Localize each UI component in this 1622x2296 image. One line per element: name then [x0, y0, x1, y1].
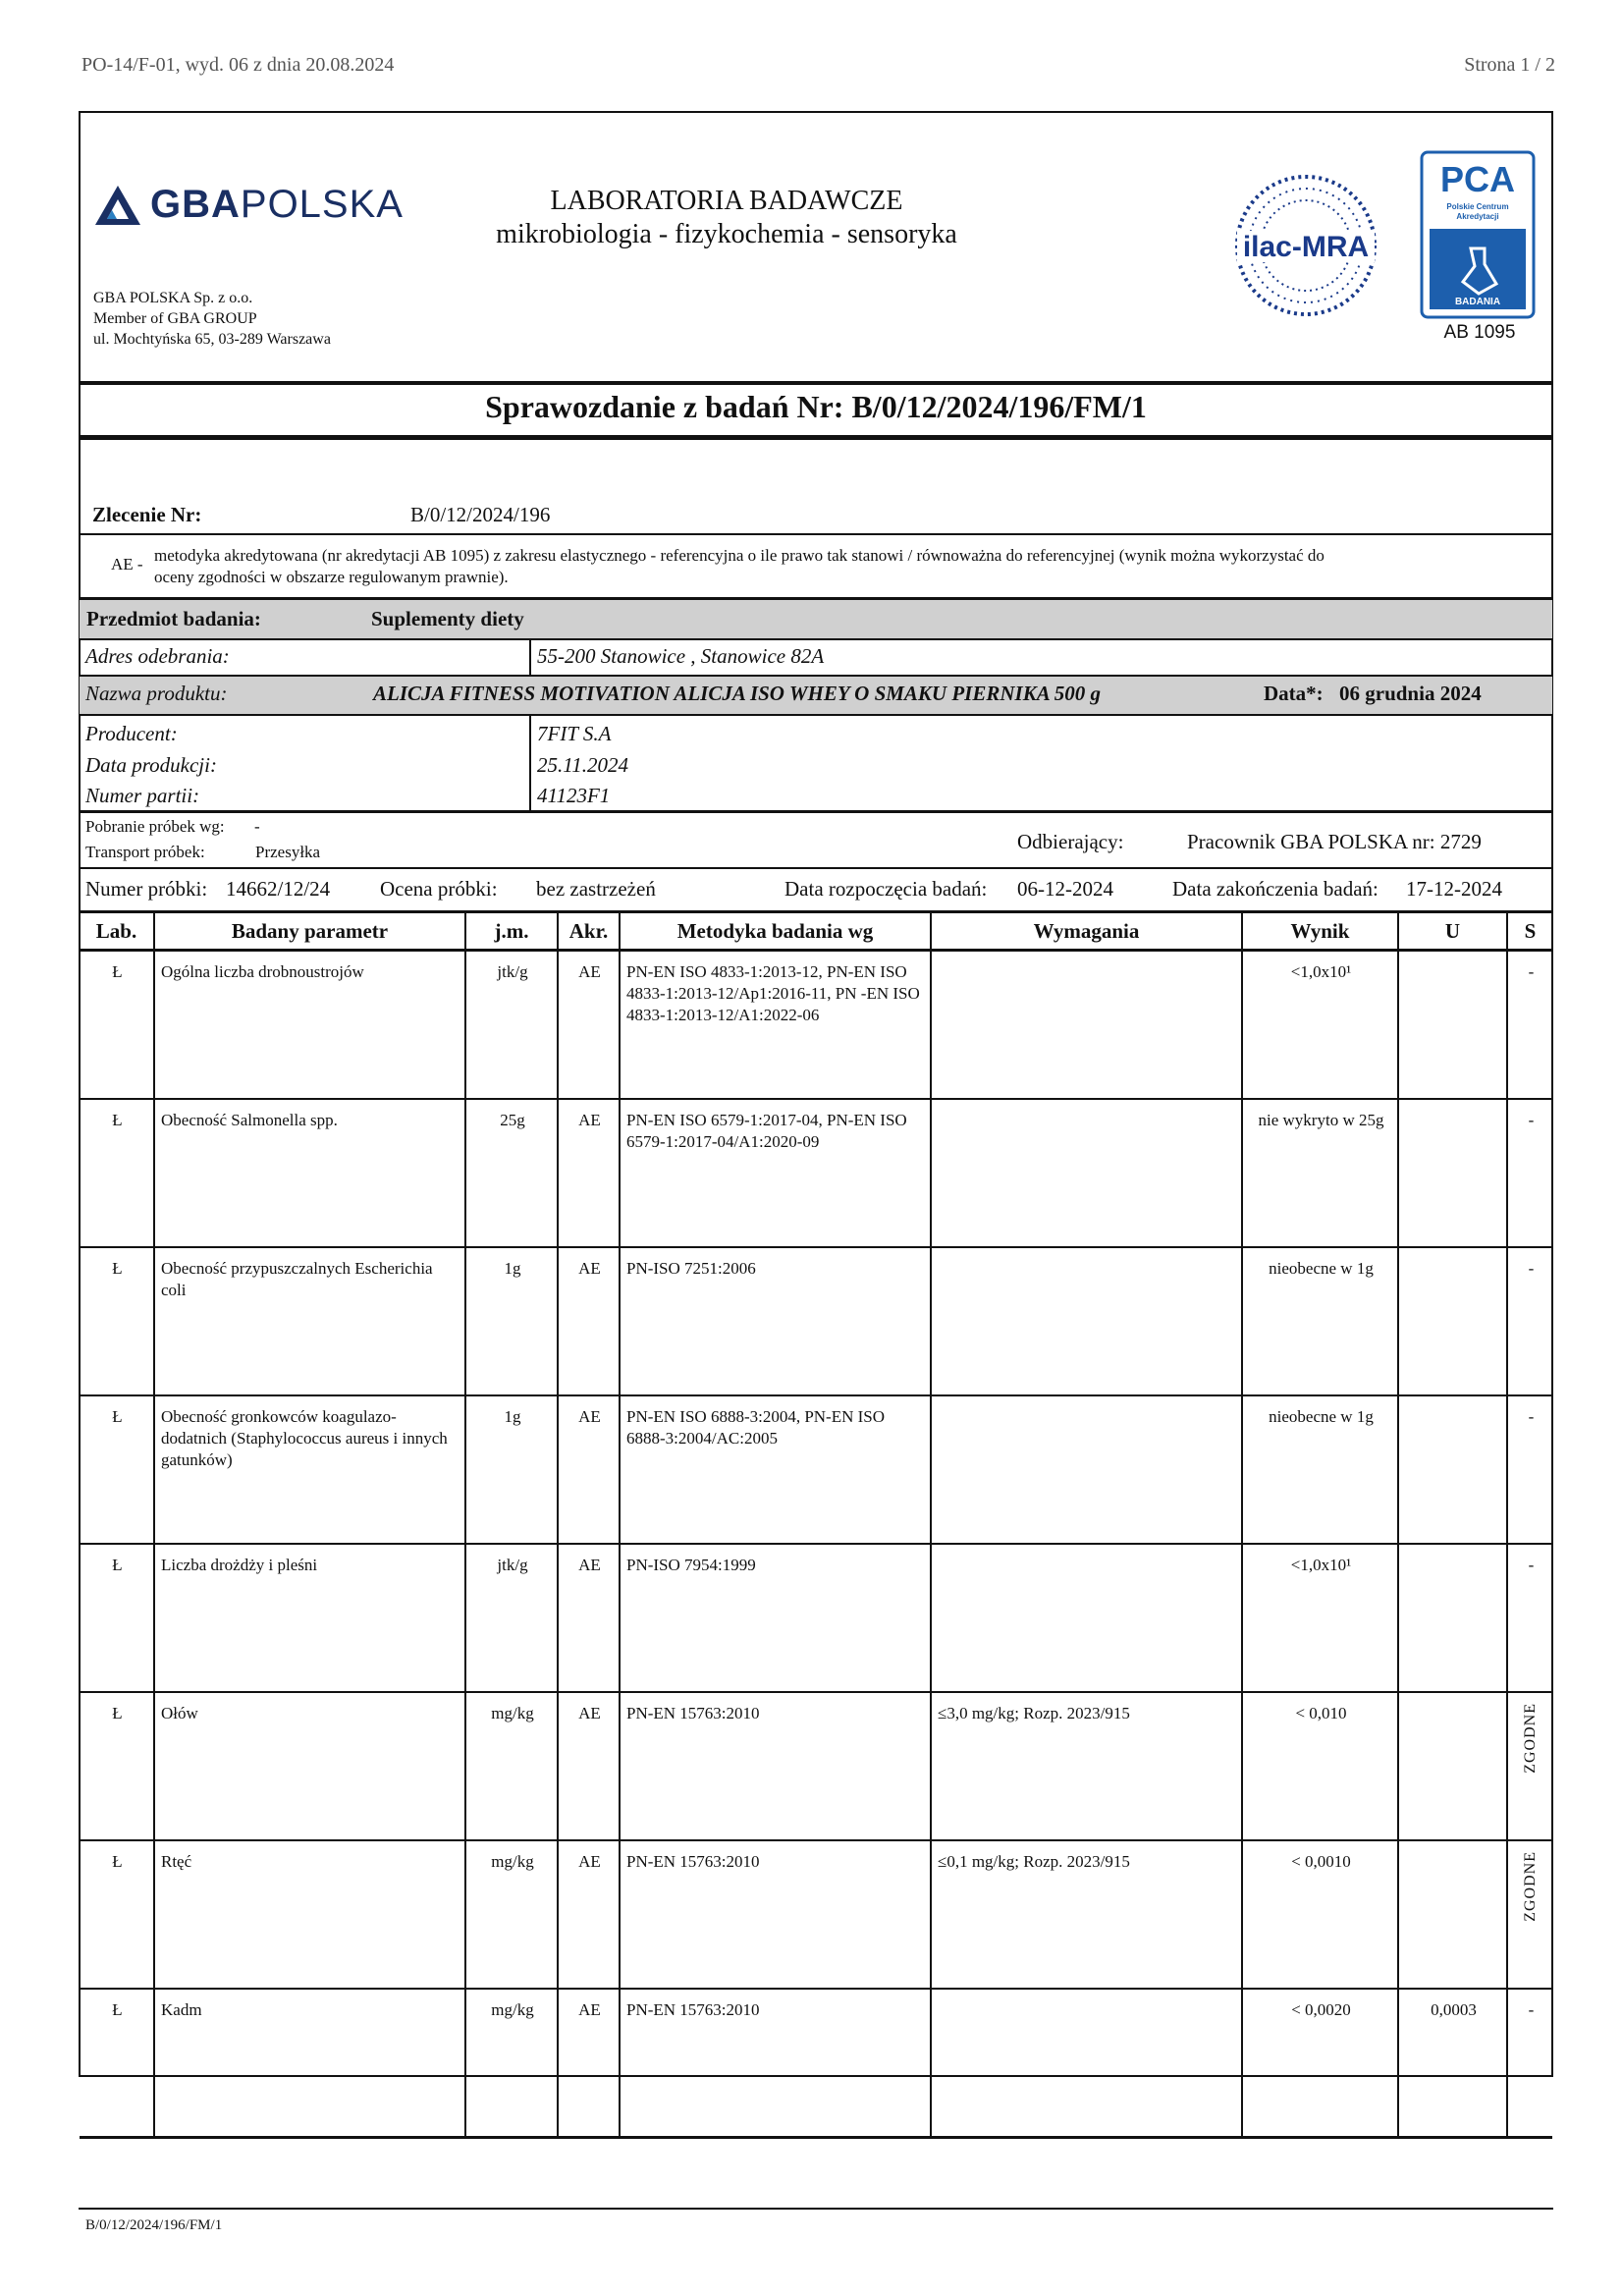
- cell-accreditation: AE: [558, 951, 620, 1100]
- pickup-label: Adres odebrania:: [85, 644, 230, 668]
- cell-requirements: [931, 1247, 1242, 1395]
- product-date: 06 grudnia 2024: [1339, 682, 1482, 705]
- svg-text:ilac-MRA: ilac-MRA: [1242, 231, 1370, 263]
- product-label: Nazwa produktu:: [85, 682, 228, 705]
- col-header-requirements: Wymagania: [931, 913, 1242, 951]
- cell-method: PN-EN ISO 4833-1:2013-12, PN-EN ISO 4833-1:2013-12/Ap1:2016-11, PN -EN ISO 4833-1:2013-12/A1:2022-06: [620, 951, 931, 1100]
- gba-logo: [93, 183, 404, 227]
- col-header-parameter: Badany parametr: [154, 913, 465, 951]
- cell-lab: Ł: [80, 1692, 154, 1840]
- cell-accreditation: AE: [558, 1692, 620, 1840]
- cell-result: <1,0x10¹: [1242, 1544, 1398, 1692]
- cell-uncertainty: [1398, 1692, 1507, 1840]
- gba-triangle-icon: [93, 184, 142, 227]
- cell-compliance: -: [1507, 1247, 1552, 1395]
- cell-uncertainty: 0,0003: [1398, 1989, 1507, 2138]
- cell-parameter: Obecność Salmonella spp.: [154, 1099, 465, 1247]
- lab-title-block: [412, 185, 1041, 251]
- batch-number: 41123F1: [537, 784, 611, 807]
- cell-method: PN-EN 15763:2010: [620, 1840, 931, 1989]
- cell-accreditation: AE: [558, 1840, 620, 1989]
- table-row: [80, 951, 1552, 1100]
- cell-lab: Ł: [80, 951, 154, 1100]
- sampling-label: Pobranie próbek wg:: [85, 817, 225, 836]
- subject-value: Suplementy diety: [371, 607, 524, 630]
- cell-uncertainty: [1398, 1395, 1507, 1544]
- cell-parameter: Ołów: [154, 1692, 465, 1840]
- pca-logo-icon: [1420, 150, 1536, 319]
- cell-result: nie wykryto w 25g: [1242, 1099, 1398, 1247]
- cell-accreditation: AE: [558, 1395, 620, 1544]
- sample-number-label: Numer próbki:: [85, 877, 208, 901]
- cell-uncertainty: [1398, 1544, 1507, 1692]
- col-header-uncertainty: U: [1398, 913, 1507, 951]
- sample-assessment-label: Ocena próbki:: [380, 877, 498, 901]
- ilac-mra-icon: [1232, 172, 1379, 319]
- cell-accreditation: AE: [558, 1544, 620, 1692]
- cell-method: PN-ISO 7251:2006: [620, 1247, 931, 1395]
- cell-method: PN-ISO 7954:1999: [620, 1544, 931, 1692]
- cell-requirements: ≤3,0 mg/kg; Rozp. 2023/915: [931, 1692, 1242, 1840]
- ae-note: metodyka akredytowana (nr akredytacji AB 1095) z zakresu elastycznego - referencyjna o ile prawo tak stanowi / równoważna do referencyjnej (wynik można wykorzystać do oceny zgodności w obszarze regulowanym prawnie).: [154, 546, 1325, 586]
- cell-result: < 0,010: [1242, 1692, 1398, 1840]
- pickup-address: 55-200 Stanowice , Stanowice 82A: [537, 644, 825, 668]
- form-code: PO-14/F-01, wyd. 06 z dnia 20.08.2024: [81, 54, 395, 76]
- report-title: Sprawozdanie z badań Nr: B/0/12/2024/196/FM/1: [485, 389, 1147, 424]
- cell-result: < 0,0010: [1242, 1840, 1398, 1989]
- cell-method: PN-EN ISO 6888-3:2004, PN-EN ISO 6888-3:2004/AC:2005: [620, 1395, 931, 1544]
- cell-unit: jtk/g: [465, 1544, 558, 1692]
- table-row: [80, 1840, 1552, 1989]
- transport-label: Transport próbek:: [85, 843, 205, 861]
- cell-requirements: [931, 1989, 1242, 2138]
- compliance-text: ZGODNE: [1521, 1703, 1539, 1774]
- svg-text:Polskie Centrum: Polskie Centrum: [1446, 202, 1509, 211]
- table-row: [80, 1395, 1552, 1544]
- production-date: 25.11.2024: [537, 753, 628, 777]
- receiver-value: Pracownik GBA POLSKA nr: 2729: [1187, 830, 1482, 853]
- order-label: Zlecenie Nr:: [92, 503, 202, 526]
- divider: [79, 638, 1553, 640]
- table-row: [80, 1099, 1552, 1247]
- end-date: 17-12-2024: [1406, 877, 1502, 901]
- cell-parameter: Liczba drożdży i pleśni: [154, 1544, 465, 1692]
- table-header-row: [80, 913, 1552, 951]
- cell-unit: mg/kg: [465, 1989, 558, 2138]
- sample-number: 14662/12/24: [226, 877, 331, 901]
- subject-row: [80, 599, 1552, 638]
- cell-accreditation: AE: [558, 1099, 620, 1247]
- cell-unit: jtk/g: [465, 951, 558, 1100]
- footer-divider: [79, 2208, 1553, 2210]
- svg-text:BADANIA: BADANIA: [1454, 297, 1501, 307]
- company-member: Member of GBA GROUP: [93, 310, 257, 327]
- svg-text:Akredytacji: Akredytacji: [1456, 212, 1499, 221]
- start-date: 06-12-2024: [1017, 877, 1113, 901]
- cell-lab: Ł: [80, 1544, 154, 1692]
- cell-unit: 1g: [465, 1395, 558, 1544]
- svg-text:PCA: PCA: [1439, 159, 1516, 199]
- gba-logo-text: GBAPOLSKA: [150, 183, 404, 226]
- cell-uncertainty: [1398, 1099, 1507, 1247]
- cell-compliance: -: [1507, 1395, 1552, 1544]
- company-info: [93, 288, 331, 350]
- divider: [529, 716, 531, 810]
- receiver-label: Odbierający:: [1017, 830, 1124, 853]
- cell-unit: mg/kg: [465, 1692, 558, 1840]
- cell-unit: 25g: [465, 1099, 558, 1247]
- cell-lab: Ł: [80, 1099, 154, 1247]
- divider: [79, 810, 1553, 813]
- cell-requirements: ≤0,1 mg/kg; Rozp. 2023/915: [931, 1840, 1242, 1989]
- table-row: [80, 1544, 1552, 1692]
- cell-parameter: Rtęć: [154, 1840, 465, 1989]
- table-row: [80, 1692, 1552, 1840]
- cell-requirements: [931, 1544, 1242, 1692]
- batch-label: Numer partii:: [85, 784, 200, 807]
- cell-unit: 1g: [465, 1247, 558, 1395]
- cell-method: PN-EN 15763:2010: [620, 1692, 931, 1840]
- cell-unit: mg/kg: [465, 1840, 558, 1989]
- col-header-unit: j.m.: [465, 913, 558, 951]
- cell-result: nieobecne w 1g: [1242, 1247, 1398, 1395]
- ae-code: AE -: [111, 555, 143, 574]
- cell-parameter: Obecność przypuszczalnych Escherichia coli: [154, 1247, 465, 1395]
- cell-accreditation: AE: [558, 1989, 620, 2138]
- cell-method: PN-EN ISO 6579-1:2017-04, PN-EN ISO 6579-1:2017-04/A1:2020-09: [620, 1099, 931, 1247]
- cell-parameter: Ogólna liczba drobnoustrojów: [154, 951, 465, 1100]
- company-address: ul. Mochtyńska 65, 03-289 Warszawa: [93, 331, 331, 348]
- production-date-label: Data produkcji:: [85, 753, 217, 777]
- sample-assessment: bez zastrzeżeń: [536, 877, 656, 901]
- col-header-accreditation: Akr.: [558, 913, 620, 951]
- cell-compliance: -: [1507, 1989, 1552, 2138]
- sampling-value: -: [254, 817, 260, 836]
- divider: [79, 597, 1553, 600]
- divider: [79, 867, 1553, 869]
- col-header-result: Wynik: [1242, 913, 1398, 951]
- divider: [79, 381, 1553, 385]
- cell-result: nieobecne w 1g: [1242, 1395, 1398, 1544]
- company-name: GBA POLSKA Sp. z o.o.: [93, 290, 253, 306]
- table-row: [80, 1989, 1552, 2138]
- cell-lab: Ł: [80, 1989, 154, 2138]
- lab-title: LABORATORIA BADAWCZE: [550, 186, 903, 216]
- cell-compliance: -: [1507, 1544, 1552, 1692]
- cell-result: < 0,0020: [1242, 1989, 1398, 2138]
- table-row: [80, 1247, 1552, 1395]
- product-date-label: Data*:: [1264, 682, 1324, 705]
- order-number: B/0/12/2024/196: [410, 503, 551, 526]
- cell-requirements: [931, 951, 1242, 1100]
- cell-parameter: Kadm: [154, 1989, 465, 2138]
- producer-value: 7FIT S.A: [537, 722, 612, 745]
- cell-uncertainty: [1398, 1247, 1507, 1395]
- divider: [79, 533, 1553, 535]
- cell-lab: Ł: [80, 1840, 154, 1989]
- cell-uncertainty: [1398, 951, 1507, 1100]
- col-header-lab: Lab.: [80, 913, 154, 951]
- cell-compliance: [1507, 1840, 1552, 1989]
- end-date-label: Data zakończenia badań:: [1172, 877, 1379, 901]
- divider: [79, 435, 1553, 440]
- cell-compliance: -: [1507, 1099, 1552, 1247]
- col-header-method: Metodyka badania wg: [620, 913, 931, 951]
- cell-uncertainty: [1398, 1840, 1507, 1989]
- footer-reference: B/0/12/2024/196/FM/1: [85, 2217, 223, 2233]
- producer-label: Producent:: [85, 722, 178, 745]
- subject-label: Przedmiot badania:: [86, 607, 261, 630]
- cell-accreditation: AE: [558, 1247, 620, 1395]
- divider: [79, 714, 1553, 716]
- cell-lab: Ł: [80, 1247, 154, 1395]
- accreditation-number: AB 1095: [1443, 322, 1516, 343]
- cell-lab: Ł: [80, 1395, 154, 1544]
- cell-requirements: [931, 1395, 1242, 1544]
- results-table: [80, 913, 1552, 2139]
- page-number: Strona 1 / 2: [1464, 54, 1555, 76]
- cell-requirements: [931, 1099, 1242, 1247]
- cell-result: <1,0x10¹: [1242, 951, 1398, 1100]
- cell-parameter: Obecność gronkowców koagulazo-dodatnich (Staphylococcus aureus i innych gatunków): [154, 1395, 465, 1544]
- transport-value: Przesyłka: [255, 843, 321, 861]
- cell-compliance: -: [1507, 951, 1552, 1100]
- divider: [529, 640, 531, 676]
- compliance-text: ZGODNE: [1521, 1851, 1539, 1922]
- cell-method: PN-EN 15763:2010: [620, 1989, 931, 2138]
- col-header-compliance: S: [1507, 913, 1552, 951]
- product-name: ALICJA FITNESS MOTIVATION ALICJA ISO WHEY O SMAKU PIERNIKA 500 g: [373, 682, 1102, 705]
- start-date-label: Data rozpoczęcia badań:: [784, 877, 988, 901]
- cell-compliance: [1507, 1692, 1552, 1840]
- lab-subtitle: mikrobiologia - fizykochemia - sensoryka: [496, 219, 957, 249]
